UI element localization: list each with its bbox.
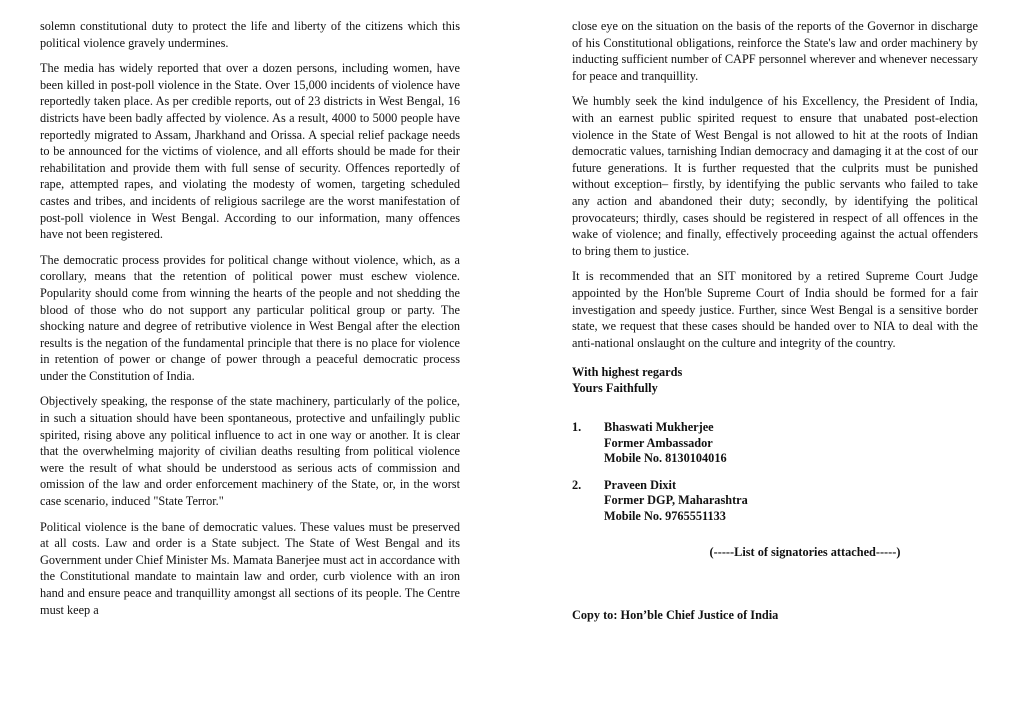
signatory-number: 1.: [572, 420, 582, 435]
closing-regards: With highest regards: [572, 365, 683, 380]
signatory-mobile: Mobile No. 8130104016: [604, 451, 727, 466]
paragraph-sit-recommendation: It is recommended that an SIT monitored by a retired Supreme Court Judge appointed by the Hon'ble Supreme Court of India should be formed for a fair investigation and speedy justice. Further, since West Bengal is a sensitive border state, we request that these cases should be handed over to NIA to deal with the anti-national onslaught on the culture and integrity of the country.: [572, 269, 978, 350]
paragraph-political-violence: Political violence is the bane of democratic values. These values must be preserved at all costs. Law and order is a State subject. The State of West Bengal and its Government under Chief Minister Ms. Mamata Banerjee must act in accordance with the Constitutional mandate to maintain law and order, curb violence with an iron hand and ensure peace and tranquillity amongst all sections of its people. The Centre must keep a: [40, 519, 461, 617]
paragraph-president-request: We humbly seek the kind indulgence of his Excellency, the President of India, with an earnest public spirited request to ensure that unabated post-election violence in the State of West Bengal is not allowed to hit at the roots of Indian democratic values, tarnishing Indian democracy and damaging it at the cost of our future generations. It is further requested that the culprits must be punished without exception– firstly, by identifying the public servants who failed to take any action and abandoned their duty; secondly, by identifying the political provocateurs; thirdly, cases should be registered in respect of all offences in the wake of violence; and finally, effectively proceeding against the actual offenders to bring them to justice.: [572, 94, 978, 258]
signatories-attached-note: (-----List of signatories attached-----): [709, 545, 901, 560]
signatory-list: [572, 420, 978, 524]
signatory-mobile: Mobile No. 9765551133: [604, 508, 726, 523]
paragraph-governor-reports: close eye on the situation on the basis of the reports of the Governor in discharge of his Constitutional obligations, reinforce the State's law and order machinery by inducting sufficient number of CAPF personnel wherever and whenever necessary for peace and tranquillity.: [572, 19, 978, 83]
paragraph-state-machinery: Objectively speaking, the response of the state machinery, particularly of the police, in such a situation should have been spontaneous, protective and unfailingly public spirited, rising above any political influence to act in one way or another. It is clear that the overwhelming majority of civilian deaths resulting from political violence were the result of what should be understood as serious acts of commission and omission of the law and order enforcement machinery of the State, or, in the worst case scenario, induced "State Terror.": [40, 394, 460, 509]
left-page: [40, 0, 460, 702]
paragraph-democratic-process: The democratic process provides for political change without violence, which, as a corollary, means that the retention of political power must eschew violence. Popularity should come from winning the hearts of the people and not shedding the blood of those who do not support any particular political group or party. The shocking nature and degree of retributive violence in West Bengal after the election results is the negation of the fundamental principle that there is no place for violence in retention of power or change of power through a peaceful democratic process under the Constitution of India.: [40, 252, 460, 383]
closing-salutation: [572, 365, 978, 396]
right-page: [572, 0, 978, 702]
paragraph-duty-continuation: solemn constitutional duty to protect the life and liberty of the citizens which this political violence gravely undermines.: [40, 19, 460, 50]
closing-yours-faithfully: Yours Faithfully: [572, 380, 658, 395]
signatory-item: [572, 420, 978, 467]
signatory-name: Praveen Dixit: [604, 477, 677, 492]
paragraph-media-reports: The media has widely reported that over a dozen persons, including women, have been killed in post-poll violence in the State. Over 15,000 incidents of violence have reportedly taken place. As per credible reports, out of 23 districts in West Bengal, 16 districts have been badly affected by violence. As a result, 4000 to 5000 people have reportedly migrated to Assam, Jharkhand and Orissa. A special relief package needs to be announced for the victims of violence, and all efforts should be made for their rehabilitation and provide them with full sense of security. Offences reportedly of rape, attempted rapes, and violating the modesty of women, targeting scheduled castes and tribes, and incidents of religious sacrilege are the worst manifestation of post-poll violence in West Bengal. According to our information, many offences have not been registered.: [40, 61, 460, 242]
signatory-name: Bhaswati Mukherjee: [604, 420, 714, 435]
signatory-title: Former DGP, Maharashtra: [604, 493, 748, 508]
signatory-number: 2.: [572, 477, 582, 492]
signatory-title: Former Ambassador: [604, 435, 713, 450]
copy-to-line: Copy to: Hon’ble Chief Justice of India: [572, 608, 779, 623]
signatory-item: [572, 478, 978, 525]
